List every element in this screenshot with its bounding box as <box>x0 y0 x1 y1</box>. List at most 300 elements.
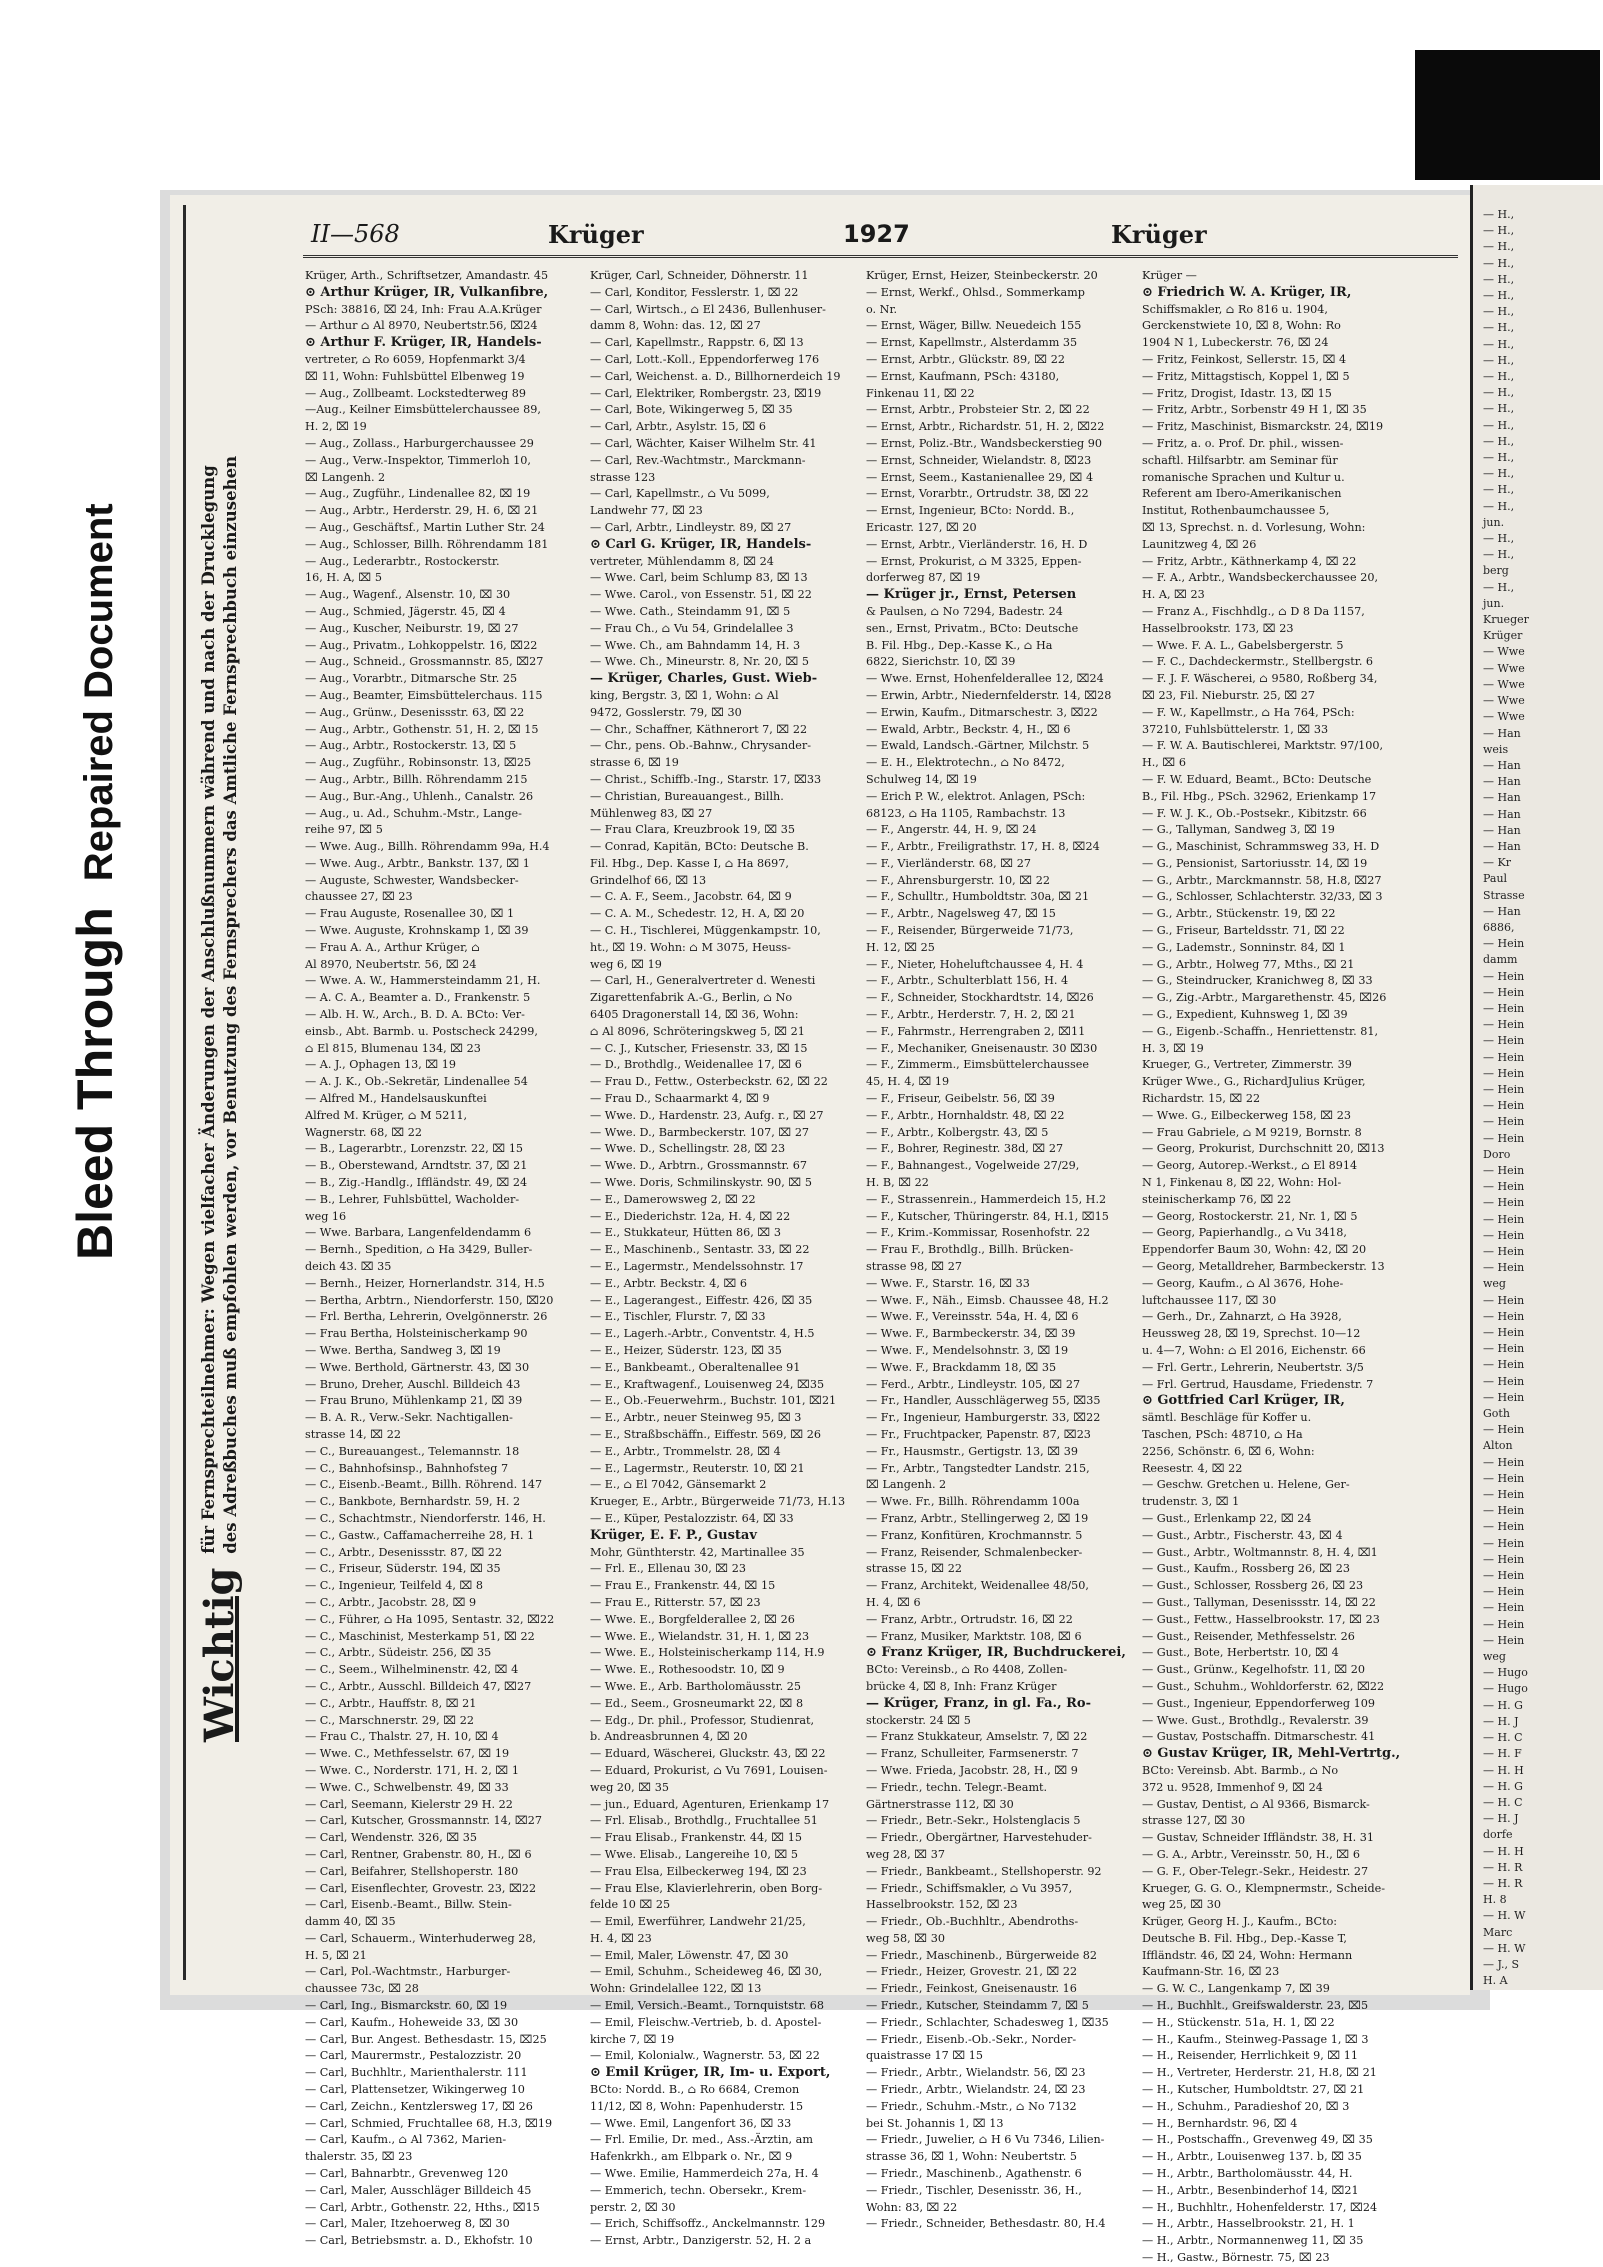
directory-entry: — Friedr., Tischler, Desenisstr. 36, H., <box>866 2183 1082 2197</box>
directory-entry: — Gust., Kaufm., Rossberg 26, ⌧ 23 <box>1142 1562 1350 1576</box>
directory-entry: — F., Reisender, Bürgerweide 71/73, <box>866 924 1074 938</box>
directory-entry: — H., Buchhlt., Greifswalderstr. 23, ⌧5 <box>1142 1999 1369 2013</box>
directory-entry: — H., Gastw., Börnestr. 75, ⌧ 23 <box>1142 2251 1330 2265</box>
directory-entry: — F., Arbtr., Hornhaldstr. 48, ⌧ 22 <box>866 1108 1065 1122</box>
directory-entry: Zigarettenfabrik A.-G., Berlin, ⌂ No <box>590 991 793 1005</box>
adjacent-entry: berg <box>1483 564 1509 578</box>
directory-entry: — Friedr., Arbtr., Wielandstr. 56, ⌧ 23 <box>866 2066 1086 2080</box>
directory-entry: — Friedr., Feinkost, Gneisenaustr. 16 <box>866 1982 1077 1996</box>
directory-entry: — F. W. A. Bautischlerei, Marktstr. 97/100, <box>1142 739 1384 753</box>
adjacent-entry: — Hein <box>1483 1261 1525 1275</box>
directory-entry: — Erich, Schiffsoffz., Anckelmannstr. 129 <box>590 2217 826 2231</box>
directory-entry: Iffländstr. 46, ⌧ 24, Wohn: Hermann <box>1142 1948 1353 1962</box>
directory-entry: — Friedr., Kutscher, Steindamm 7, ⌧ 5 <box>866 1999 1089 2013</box>
adjacent-entry: — Hein <box>1483 969 1525 983</box>
adjacent-entry: jun. <box>1483 515 1505 529</box>
directory-entry: — Carl, Bahnarbtr., Grevenweg 120 <box>305 2167 509 2181</box>
year-heading: 1927 <box>843 220 910 248</box>
adjacent-entry: — H., <box>1483 256 1515 270</box>
directory-entry: — G., Lademstr., Sonninstr. 84, ⌧ 1 <box>1142 940 1346 954</box>
directory-entry: damm 8, Wohn: das. 12, ⌧ 27 <box>590 319 761 333</box>
directory-entry: — Wwe. D., Arbtrn., Grossmannstr. 67 <box>590 1159 807 1173</box>
adjacent-entry: — Han <box>1483 726 1521 740</box>
directory-entry: o. Nr. <box>866 302 898 316</box>
directory-entry: — Emil, Schuhm., Scheideweg 46, ⌧ 30, <box>590 1965 823 1979</box>
directory-entry: — F., Schneider, Stockhardtstr. 14, ⌧26 <box>866 991 1094 1005</box>
directory-entry: — E., Straßbschäffn., Eiffestr. 569, ⌧ 26 <box>590 1427 822 1441</box>
adjacent-entry: — Hein <box>1483 1617 1525 1631</box>
directory-entry: — C., Arbtr., Südeistr. 256, ⌧ 35 <box>305 1646 492 1660</box>
adjacent-entry: — Han <box>1483 775 1521 789</box>
directory-entry: — Wwe. F., Näh., Eimsb. Chaussee 48, H.2 <box>866 1293 1109 1307</box>
directory-entry: — Friedr., Bankbeamt., Stellshoperstr. 92 <box>866 1864 1102 1878</box>
directory-entry: — Alfred M., Handelsauskunftei <box>305 1092 487 1106</box>
adjacent-entry: — H., <box>1483 353 1515 367</box>
adjacent-entry: Krueger <box>1483 613 1529 627</box>
directory-entry: Launitzweg 4, ⌧ 26 <box>1142 537 1257 551</box>
directory-entry: ⊙ Arthur Krüger, IR, Vulkanfibre, <box>305 284 549 300</box>
directory-entry: — Conrad, Kapitän, BCto: Deutsche B. <box>590 840 809 854</box>
directory-entry: — E. H., Elektrotechn., ⌂ No 8472, <box>866 756 1065 770</box>
adjacent-entry: — H. H <box>1483 1763 1524 1777</box>
directory-entry: — Carl, Plattensetzer, Wikingerweg 10 <box>305 2083 525 2097</box>
directory-entry: — Fr., Hausmstr., Gertigstr. 13, ⌧ 39 <box>866 1444 1078 1458</box>
directory-entry: Kaufmann-Str. 16, ⌧ 23 <box>1142 1965 1280 1979</box>
directory-entry: Landwehr 77, ⌧ 23 <box>590 504 703 518</box>
directory-entry: — Wwe. E., Rothesoodstr. 10, ⌧ 9 <box>590 1663 785 1677</box>
directory-entry: 6822, Sierichstr. 10, ⌧ 39 <box>866 655 1016 669</box>
directory-entry: — Emil, Fleischw.-Vertrieb, b. d. Apostel- <box>590 2015 822 2029</box>
directory-entry: — Carl, Kapellmstr., ⌂ Vu 5099, <box>590 487 770 501</box>
directory-entry: — Carl, Zeichn., Kentzlersweg 17, ⌧ 26 <box>305 2099 533 2113</box>
directory-entry: — E., Maschinenb., Sentastr. 33, ⌧ 22 <box>590 1243 810 1257</box>
directory-entry: — Frau Gabriele, ⌂ M 9219, Bornstr. 8 <box>1142 1125 1362 1139</box>
adjacent-entry: damm <box>1483 953 1518 967</box>
directory-entry: einsb., Abt. Barmb. u. Postscheck 24299, <box>305 1024 538 1038</box>
directory-entry: Wohn: 83, ⌧ 22 <box>866 2200 958 2214</box>
directory-entry: — F. W., Kapellmstr., ⌂ Ha 764, PSch: <box>1142 705 1355 719</box>
directory-entry: — Gust., Grünw., Kegelhofstr. 11, ⌧ 20 <box>1142 1663 1366 1677</box>
adjacent-entry: — H., <box>1483 370 1515 384</box>
directory-entry: — Carl, Rev.-Wachtmstr., Marckmann- <box>590 453 806 467</box>
directory-entry: — Friedr., Maschinenb., Agathenstr. 6 <box>866 2167 1082 2181</box>
directory-entry: — H., Kutscher, Humboldtstr. 27, ⌧ 21 <box>1142 2083 1365 2097</box>
directory-entry: — H., Arbtr., Bartholomäusstr. 44, H. <box>1142 2167 1353 2181</box>
directory-entry: — Friedr., techn. Telegr.-Beamt. <box>866 1780 1048 1794</box>
directory-entry: sämtl. Beschläge für Koffer u. <box>1142 1411 1312 1425</box>
adjacent-entry: — H., <box>1483 499 1515 513</box>
directory-entry: — Frl. Gertrud, Hausdame, Friedenstr. 7 <box>1142 1377 1374 1391</box>
adjacent-entry: — H., <box>1483 386 1515 400</box>
directory-entry: — Aug., Verw.-Inspektor, Timmerloh 10, <box>305 453 531 467</box>
directory-entry: — Carl, Kutscher, Grossmannstr. 14, ⌧27 <box>305 1814 543 1828</box>
directory-entry: — Chr., Schaffner, Käthnerort 7, ⌧ 22 <box>590 722 808 736</box>
directory-entry: — F., Arbtr., Nagelsweg 47, ⌧ 15 <box>866 907 1056 921</box>
directory-entry: — Wwe. F., Barmbeckerstr. 34, ⌧ 39 <box>866 1327 1076 1341</box>
directory-entry: — E., Kraftwagenf., Louisenweg 24, ⌧35 <box>590 1377 825 1391</box>
directory-entry: — Carl, Arbtr., Gothenstr. 22, Hths., ⌧15 <box>305 2200 540 2214</box>
directory-entry: BCto: Vereinsb., ⌂ Ro 4408, Zollen- <box>866 1663 1068 1677</box>
directory-entry: — G., Schlosser, Schlachterstr. 32/33, ⌧ 3 <box>1142 890 1383 904</box>
directory-entry: — jun., Eduard, Agenturen, Erienkamp 17 <box>590 1797 830 1811</box>
adjacent-entry: — H. G <box>1483 1698 1523 1712</box>
directory-entry: — G., Arbtr., Marckmannstr. 58, H.8, ⌧27 <box>1142 873 1382 887</box>
directory-entry: — Carl, Schauerm., Winterhuderweg 28, <box>305 1931 537 1945</box>
directory-entry: Mohr, Günthterstr. 42, Martinallee 35 <box>590 1545 805 1559</box>
directory-entry: — Carl, Wirtsch., ⌂ El 2436, Bullenhuser- <box>590 302 826 316</box>
directory-entry: & Paulsen, ⌂ No 7294, Badestr. 24 <box>866 604 1063 618</box>
directory-entry: — G., Arbtr., Holweg 77, Mths., ⌧ 21 <box>1142 957 1355 971</box>
directory-entry: — H., Arbtr., Normannenweg 11, ⌧ 35 <box>1142 2234 1364 2248</box>
directory-entry: — Ewald, Landsch.-Gärtner, Milchstr. 5 <box>866 739 1090 753</box>
directory-entry: — Wwe. F., Vereinsstr. 54a, H. 4, ⌧ 6 <box>866 1310 1079 1324</box>
directory-entry: — Carl, Rentner, Grabenstr. 80, H., ⌧ 6 <box>305 1847 532 1861</box>
adjacent-entry: — Hein <box>1483 1180 1525 1194</box>
adjacent-entry: — Hein <box>1483 1018 1525 1032</box>
adjacent-entry: — H., <box>1483 321 1515 335</box>
directory-entry: — Wwe. F., Mendelsohnstr. 3, ⌧ 19 <box>866 1344 1069 1357</box>
directory-entry: — B. A. R., Verw.-Sekr. Nachtigallen- <box>305 1411 513 1425</box>
directory-entry: Institut, Rothenbaumchaussee 5, <box>1142 504 1330 518</box>
directory-entry: — F., Vierländerstr. 68, ⌧ 27 <box>866 856 1031 870</box>
directory-entry: — Carl, Schmied, Fruchtallee 68, H.3, ⌧19 <box>305 2116 553 2130</box>
directory-entry: — Carl, Beifahrer, Stellshoperstr. 180 <box>305 1864 519 1878</box>
directory-entry: Krueger, G., Vertreter, Zimmerstr. 39 <box>1142 1058 1352 1072</box>
directory-entry: ⌂ Al 8096, Schröteringskweg 5, ⌧ 21 <box>590 1024 805 1038</box>
adjacent-entry: — Hein <box>1483 1342 1525 1356</box>
adjacent-entry: Goth <box>1483 1407 1510 1421</box>
directory-entry: — Wwe. Aug., Billh. Röhrendamm 99a, H.4 <box>305 840 550 854</box>
directory-entry: — Friedr., Maschinenb., Bürgerweide 82 <box>866 1948 1098 1962</box>
directory-entry: — Frau Bertha, Holsteinischerkamp 90 <box>305 1327 528 1341</box>
directory-entry: — Carl, Bur. Angest. Bethesdastr. 15, ⌧25 <box>305 2032 547 2046</box>
directory-entry: — F. J. F. Wäscherei, ⌂ 9580, Roßberg 34, <box>1142 672 1378 686</box>
directory-entry: — Carl, Elektriker, Rombergstr. 23, ⌧19 <box>590 386 822 400</box>
adjacent-entry: weg <box>1483 1277 1506 1291</box>
directory-entry: — C., Marschnerstr. 29, ⌧ 22 <box>305 1713 474 1727</box>
directory-entry: — E., Damerowsweg 2, ⌧ 22 <box>590 1192 756 1206</box>
directory-entry: strasse 123 <box>590 470 656 484</box>
directory-entry: — F., Krim.-Kommissar, Rosenhofstr. 22 <box>866 1226 1091 1240</box>
adjacent-entry: dorfe <box>1483 1828 1513 1842</box>
adjacent-entry: — Kr <box>1483 856 1511 870</box>
directory-entry: ⌧ 23, Fil. Nieburstr. 25, ⌧ 27 <box>1142 688 1316 702</box>
adjacent-entry: — Han <box>1483 839 1521 853</box>
directory-entry: Schulweg 14, ⌧ 19 <box>866 772 977 786</box>
directory-entry: — G., Tallyman, Sandweg 3, ⌧ 19 <box>1142 823 1335 837</box>
directory-entry: reihe 97, ⌧ 5 <box>305 823 383 837</box>
directory-entry: — Wwe. E., Wielandstr. 31, H. 1, ⌧ 23 <box>590 1629 810 1643</box>
directory-entry: — Aug., Zugführ., Lindenallee 82, ⌧ 19 <box>305 487 531 501</box>
directory-entry: — Wwe. C., Schwelbenstr. 49, ⌧ 33 <box>305 1780 509 1794</box>
directory-entry: — F., Bohrer, Reginestr. 38d, ⌧ 27 <box>866 1142 1064 1156</box>
directory-entry: — F. W. J. K., Ob.-Postsekr., Kibitzstr. 66 <box>1142 806 1367 820</box>
directory-entry: — F., Strassenrein., Hammerdeich 15, H.2 <box>866 1192 1107 1206</box>
directory-entry: 11/12, ⌧ 8, Wohn: Papenhuderstr. 15 <box>590 2099 804 2113</box>
directory-entry: — Emmerich, techn. Obersekr., Krem- <box>590 2183 807 2197</box>
directory-entry: — Carl, Seemann, Kielerstr 29 H. 22 <box>305 1797 513 1811</box>
adjacent-entry: — Hein <box>1483 1601 1525 1615</box>
directory-entry: — C., Gastw., Caffamacherreihe 28, H. 1 <box>305 1528 535 1542</box>
directory-entry: vertreter, ⌂ Ro 6059, Hopfenmarkt 3/4 <box>305 352 526 366</box>
directory-entry: sen., Ernst, Privatm., BCto: Deutsche <box>866 621 1079 635</box>
directory-entry: — E., Ob.-Feuerwehrm., Buchstr. 101, ⌧21 <box>590 1394 837 1408</box>
directory-entry: — Aug., Schlosser, Billh. Röhrendamm 181 <box>305 537 549 551</box>
directory-entry: — Franz, Arbtr., Stellingerweg 2, ⌧ 19 <box>866 1511 1089 1525</box>
directory-entry: — Frl. Bertha, Lehrerin, Ovelgönnerstr. 26 <box>305 1310 548 1324</box>
directory-entry: — F. A., Arbtr., Wandsbeckerchaussee 20, <box>1142 571 1379 585</box>
directory-entry: — Wwe. Cath., Steindamm 91, ⌧ 5 <box>590 604 791 618</box>
directory-entry: — Georg, Autorep.-Werkst., ⌂ El 8914 <box>1142 1159 1358 1173</box>
adjacent-entry: — Wwe <box>1483 661 1525 675</box>
directory-entry: — Fritz, a. o. Prof. Dr. phil., wissen- <box>1142 436 1344 450</box>
notice-body <box>198 456 242 1554</box>
directory-entry: — H., Arbtr., Besenbinderhof 14, ⌧21 <box>1142 2183 1359 2197</box>
adjacent-entry: — Hein <box>1483 1471 1525 1485</box>
directory-entry: — Friedr., Schneider, Bethesdastr. 80, H.4 <box>866 2217 1106 2231</box>
directory-entry: — F., Kutscher, Thüringerstr. 84, H.1, ⌧15 <box>866 1209 1109 1223</box>
directory-entry: PSch: 38816, ⌧ 24, Inh: Frau A.A.Krüger <box>305 302 542 316</box>
directory-entry: — Frau Ch., ⌂ Vu 54, Grindelallee 3 <box>590 621 794 635</box>
directory-entry: weg 20, ⌧ 35 <box>590 1780 669 1794</box>
adjacent-entry: — Hein <box>1483 1196 1525 1210</box>
adjacent-entry: — Wwe <box>1483 694 1525 708</box>
directory-entry: — E., Lagerh.-Arbtr., Conventstr. 4, H.5 <box>590 1327 815 1341</box>
directory-entry: — Friedr., Ob.-Buchhltr., Abendroths- <box>866 1915 1079 1929</box>
directory-entry: — Erich P. W., elektrot. Anlagen, PSch: <box>866 789 1086 803</box>
directory-entry: weg 28, ⌧ 37 <box>866 1847 945 1861</box>
adjacent-entry: — H. W <box>1483 1909 1526 1923</box>
directory-entry: — Frau Bruno, Mühlenkamp 21, ⌧ 39 <box>305 1394 523 1408</box>
directory-entry: strasse 6, ⌧ 19 <box>590 756 679 770</box>
directory-entry: H., ⌧ 6 <box>1142 756 1186 770</box>
directory-entry: Krüger, Georg H. J., Kaufm., BCto: <box>1142 1915 1338 1929</box>
directory-entry: — Ferd., Arbtr., Lindleystr. 105, ⌧ 27 <box>866 1377 1081 1391</box>
directory-entry: — G., Expedient, Kuhnsweg 1, ⌧ 39 <box>1142 1008 1348 1022</box>
directory-entry: — Geschw. Gretchen u. Helene, Ger- <box>1142 1478 1350 1492</box>
directory-entry: — F. C., Dachdeckermstr., Stellbergstr. 6 <box>1142 655 1374 669</box>
directory-entry: H. 5, ⌧ 21 <box>305 1948 367 1962</box>
directory-entry: — Carl, Ing., Bismarckstr. 60, ⌧ 19 <box>305 1999 508 2013</box>
directory-entry: — Carl, Konditor, Fesslerstr. 1, ⌧ 22 <box>590 285 799 299</box>
directory-entry: felde 10 ⌧ 25 <box>590 1898 671 1912</box>
adjacent-entry: — Wwe <box>1483 645 1525 659</box>
directory-entry: — G., Eigenb.-Schaffn., Henriettenstr. 81, <box>1142 1024 1379 1038</box>
adjacent-entry: — Hein <box>1483 1099 1525 1113</box>
directory-entry: — F., Arbtr., Freiligrathstr. 17, H. 8, ⌧24 <box>866 840 1100 854</box>
directory-entry: — Wwe. Auguste, Krohnskamp 1, ⌧ 39 <box>305 924 529 938</box>
directory-entry: ⌂ El 815, Blumenau 134, ⌧ 23 <box>305 1041 481 1055</box>
directory-entry: — Ed., Seem., Grosneumarkt 22, ⌧ 8 <box>590 1696 804 1710</box>
directory-entry: — Aug., Lederarbtr., Rostockerstr. <box>305 554 500 568</box>
adjacent-entry: — Hein <box>1483 1228 1525 1242</box>
adjacent-entry: — H., <box>1483 224 1515 238</box>
adjacent-entry: — H., <box>1483 467 1515 481</box>
directory-entry: — F., Schulltr., Humboldtstr. 30a, ⌧ 21 <box>866 890 1090 904</box>
directory-entry: — Aug., Arbtr., Billh. Röhrendamm 215 <box>305 772 528 786</box>
directory-entry: 9472, Gosslerstr. 79, ⌧ 30 <box>590 705 742 719</box>
directory-entry: weg 58, ⌧ 30 <box>866 1931 945 1945</box>
adjacent-entry: — Hein <box>1483 1245 1525 1258</box>
directory-entry: — B., Lagerarbtr., Lorenzstr. 22, ⌧ 15 <box>305 1142 524 1156</box>
directory-entry: — Gust., Arbtr., Fischerstr. 43, ⌧ 4 <box>1142 1528 1343 1542</box>
directory-entry: — Bernh., Heizer, Hornerlandstr. 314, H.5 <box>305 1276 545 1290</box>
directory-entry: 16, H. A, ⌧ 5 <box>305 571 382 585</box>
directory-entry: — Aug., Bur.-Ang., Uhlenh., Canalstr. 26 <box>305 789 534 803</box>
adjacent-entry: — H. G <box>1483 1779 1523 1793</box>
directory-column-2 <box>590 268 870 2248</box>
adjacent-entry: — H. C <box>1483 1731 1523 1745</box>
directory-entry: — Aug., Beamter, Eimsbüttelerchaus. 115 <box>305 688 543 702</box>
adjacent-entry: — Hein <box>1483 1455 1525 1469</box>
directory-entry: — Wwe. F., Starstr. 16, ⌧ 33 <box>866 1276 1030 1290</box>
directory-entry: — D., Brothdlg., Weidenallee 17, ⌧ 6 <box>590 1058 802 1072</box>
directory-entry: — Aug., Schmied, Jägerstr. 45, ⌧ 4 <box>305 604 506 618</box>
directory-entry: — Friedr., Betr.-Sekr., Holstenglacis 5 <box>866 1814 1081 1828</box>
directory-entry: B. Fil. Hbg., Dep.-Kasse K., ⌂ Ha <box>866 638 1053 652</box>
adjacent-entry: — Hein <box>1483 1326 1525 1340</box>
adjacent-entry: — H., <box>1483 240 1515 254</box>
adjacent-entry: — H., <box>1483 402 1515 416</box>
adjacent-entry: — Hein <box>1483 1309 1525 1323</box>
directory-entry: — C. A. M., Schedestr. 12, H. A, ⌧ 20 <box>590 907 805 921</box>
directory-entry: — E., Tischler, Flurstr. 7, ⌧ 33 <box>590 1310 766 1324</box>
directory-entry: — Fr., Arbtr., Tangstedter Landstr. 215, <box>866 1461 1090 1475</box>
directory-entry: — Ernst, Vorarbtr., Ortrudstr. 38, ⌧ 22 <box>866 487 1089 501</box>
directory-entry: — Franz, Reisender, Schmalenbecker- <box>866 1545 1083 1559</box>
directory-entry: — Carl, Lott.-Koll., Eppendorferweg 176 <box>590 352 820 366</box>
directory-entry: — Aug., Privatm., Lohkoppelstr. 16, ⌧22 <box>305 638 538 652</box>
directory-entry: Mühlenweg 83, ⌧ 27 <box>590 806 713 820</box>
directory-entry: — E., Arbtr. Beckstr. 4, ⌧ 6 <box>590 1276 748 1290</box>
directory-entry: ⌧ Langenh. 2 <box>866 1478 947 1492</box>
adjacent-entry: — Hein <box>1483 1585 1525 1599</box>
directory-entry: — G., Friseur, Barteldsstr. 71, ⌧ 22 <box>1142 924 1345 938</box>
adjacent-entry: — Hein <box>1483 1569 1525 1583</box>
directory-entry: H. 4, ⌧ 6 <box>866 1595 921 1609</box>
directory-entry: — Frl. Emilie, Dr. med., Ass.-Ärztin, am <box>590 2133 813 2147</box>
directory-entry: 1904 N 1, Lubeckerstr. 76, ⌧ 24 <box>1142 336 1329 350</box>
directory-entry: luftchaussee 117, ⌧ 30 <box>1142 1293 1277 1307</box>
directory-entry: — Carl, Arbtr., Asylstr. 15, ⌧ 6 <box>590 420 766 434</box>
directory-entry: — Ernst, Arbtr., Vierländerstr. 16, H. D <box>866 537 1088 551</box>
adjacent-entry: — Han <box>1483 807 1521 821</box>
directory-entry: — Erwin, Kaufm., Ditmarschestr. 3, ⌧22 <box>866 705 1098 719</box>
adjacent-entry: — Hein <box>1483 1536 1525 1550</box>
adjacent-entry: — H., <box>1483 532 1515 546</box>
directory-entry: — Carl, Maurermstr., Pestalozzistr. 20 <box>305 2049 522 2063</box>
directory-entry: — Frau F., Brothdlg., Billh. Brücken- <box>866 1243 1074 1257</box>
directory-entry: Krüger, Carl, Schneider, Döhnerstr. 11 <box>590 269 809 282</box>
directory-entry: — C., Ingenieur, Teilfeld 4, ⌧ 8 <box>305 1579 484 1593</box>
directory-entry: — Aug., Arbtr., Herderstr. 29, H. 6, ⌧ 21 <box>305 504 539 518</box>
directory-entry: — Fritz, Mittagstisch, Koppel 1, ⌧ 5 <box>1142 369 1350 383</box>
directory-entry: damm 40, ⌧ 35 <box>305 1915 396 1929</box>
directory-entry: Al 8970, Neubertstr. 56, ⌧ 24 <box>305 957 477 971</box>
directory-entry: — Frau E., Ritterstr. 57, ⌧ 23 <box>590 1595 761 1609</box>
directory-entry: — Wwe. Doris, Schmilinskystr. 90, ⌧ 5 <box>590 1176 812 1190</box>
directory-entry: — Carl, Maler, Itzehoerweg 8, ⌧ 30 <box>305 2217 510 2231</box>
directory-entry: — Krüger jr., Ernst, Petersen <box>866 587 1077 603</box>
directory-entry: deich 43. ⌧ 35 <box>305 1260 392 1274</box>
directory-entry: — Aug., Vorarbtr., Ditmarsche Str. 25 <box>305 672 518 686</box>
directory-entry: — C., Arbtr., Hauffstr. 8, ⌧ 21 <box>305 1696 477 1710</box>
directory-entry: — Georg, Prokurist, Durchschnitt 20, ⌧13 <box>1142 1142 1385 1156</box>
directory-entry: weg 16 <box>305 1209 347 1223</box>
directory-entry: — Krüger, Franz, in gl. Fa., Ro- <box>866 1695 1091 1711</box>
adjacent-entry: — Hein <box>1483 1504 1525 1518</box>
adjacent-entry: — H. F <box>1483 1747 1522 1761</box>
directory-entry: — Aug., Wagenf., Alsenstr. 10, ⌧ 30 <box>305 588 511 602</box>
directory-entry: — Wwe. Frieda, Jacobstr. 28, H., ⌧ 9 <box>866 1763 1078 1777</box>
directory-entry: — A. C. A., Beamter a. D., Frankenstr. 5 <box>305 991 531 1005</box>
directory-entry: — Ernst, Prokurist, ⌂ M 3325, Eppen- <box>866 554 1082 568</box>
directory-entry: — H., Bernhardstr. 96, ⌧ 4 <box>1142 2116 1298 2130</box>
directory-entry: — Carl, Bote, Wikingerweg 5, ⌧ 35 <box>590 403 793 417</box>
directory-entry: 68123, ⌂ Ha 1105, Rambachstr. 13 <box>866 806 1066 820</box>
directory-entry: — Wwe. Ch., am Bahndamm 14, H. 3 <box>590 638 801 652</box>
directory-entry: — Ernst, Arbtr., Richardstr. 51, H. 2, ⌧22 <box>866 420 1105 434</box>
adjacent-entry: jun. <box>1483 596 1505 610</box>
adjacent-entry: — H. R <box>1483 1860 1523 1874</box>
directory-entry: — F., Nieter, Hoheluftchaussee 4, H. 4 <box>866 957 1084 971</box>
directory-entry: — C., Arbtr., Jacobstr. 28, ⌧ 9 <box>305 1595 477 1609</box>
directory-entry: — Fritz, Arbtr., Sorbenstr 49 H 1, ⌧ 35 <box>1142 403 1367 417</box>
directory-entry: H. 2, ⌧ 19 <box>305 420 367 434</box>
directory-entry: ⊙ Carl G. Krüger, IR, Handels- <box>590 536 812 552</box>
adjacent-entry: — H., <box>1483 451 1515 465</box>
directory-entry: — C. H., Tischlerei, Müggenkampstr. 10, <box>590 924 821 938</box>
directory-entry: stockerstr. 24 ⌧ 5 <box>866 1713 971 1727</box>
directory-entry: — Carl, Betriebsmstr. a. D., Ekhofstr. 10 <box>305 2234 533 2248</box>
directory-entry: — Gerh., Dr., Zahnarzt, ⌂ Ha 3928, <box>1142 1310 1342 1324</box>
directory-entry: 2256, Schönstr. 6, ⌧ 6, Wohn: <box>1142 1444 1315 1458</box>
directory-entry: — E., Arbtr., Trommelstr. 28, ⌧ 4 <box>590 1444 781 1458</box>
directory-entry: — E., Arbtr., neuer Steinweg 95, ⌧ 3 <box>590 1411 802 1425</box>
directory-entry: — Gust., Ingenieur, Eppendorferweg 109 <box>1142 1696 1375 1710</box>
adjacent-entry: — H., <box>1483 337 1515 351</box>
directory-entry: H. 12, ⌧ 25 <box>866 940 935 954</box>
page-header <box>303 217 1458 258</box>
adjacent-entry: — H. R <box>1483 1876 1523 1890</box>
directory-entry: — C., Maschinist, Mesterkamp 51, ⌧ 22 <box>305 1629 535 1643</box>
directory-entry: — Wwe. Ernst, Hohenfelderallee 12, ⌧24 <box>866 672 1104 686</box>
phone-notice <box>198 122 268 1742</box>
directory-entry: — G., Pensionist, Sartoriusstr. 14, ⌧ 19 <box>1142 856 1368 870</box>
directory-entry: — E., ⌂ El 7042, Gänsemarkt 2 <box>590 1478 767 1492</box>
directory-entry: — H., Vertreter, Herderstr. 21, H.8, ⌧ 21 <box>1142 2066 1377 2080</box>
directory-entry: — Wwe. F. A. L., Gabelsbergerstr. 5 <box>1142 638 1344 652</box>
directory-entry: weg 6, ⌧ 19 <box>590 957 662 971</box>
directory-entry: 372 u. 9528, Immenhof 9, ⌧ 24 <box>1142 1780 1323 1794</box>
directory-entry: —Aug., Keilner Eimsbüttelerchaussee 89, <box>305 403 541 417</box>
directory-entry: u. 4—7, Wohn: ⌂ El 2016, Eichenstr. 66 <box>1142 1344 1366 1357</box>
adjacent-entry: — H., <box>1483 289 1515 303</box>
directory-entry: Krüger, Ernst, Heizer, Steinbeckerstr. 20 <box>866 269 1098 282</box>
directory-entry: — F., Angerstr. 44, H. 9, ⌧ 24 <box>866 823 1037 837</box>
directory-entry: — Carl, Kaufm., Hoheweide 33, ⌧ 30 <box>305 2015 519 2029</box>
directory-entry: ht., ⌧ 19. Wohn: ⌂ M 3075, Heuss- <box>590 940 791 954</box>
directory-entry: Taschen, PSch: 48710, ⌂ Ha <box>1142 1427 1303 1441</box>
directory-entry: Krueger, G. G. O., Klempnermstr., Scheide- <box>1142 1881 1386 1895</box>
page-number: II—568 <box>311 220 400 248</box>
directory-entry: — Wwe. Bertha, Sandweg 3, ⌧ 19 <box>305 1344 501 1357</box>
directory-entry: — G. F., Ober-Telegr.-Sekr., Heidestr. 27 <box>1142 1864 1369 1878</box>
directory-entry: — Franz Stukkateur, Amselstr. 7, ⌧ 22 <box>866 1730 1088 1744</box>
directory-entry: steinischerkamp 76, ⌧ 22 <box>1142 1192 1292 1206</box>
directory-entry: 45, H. 4, ⌧ 19 <box>866 1075 950 1089</box>
directory-entry: — Christian, Bureauangest., Billh. <box>590 789 784 803</box>
